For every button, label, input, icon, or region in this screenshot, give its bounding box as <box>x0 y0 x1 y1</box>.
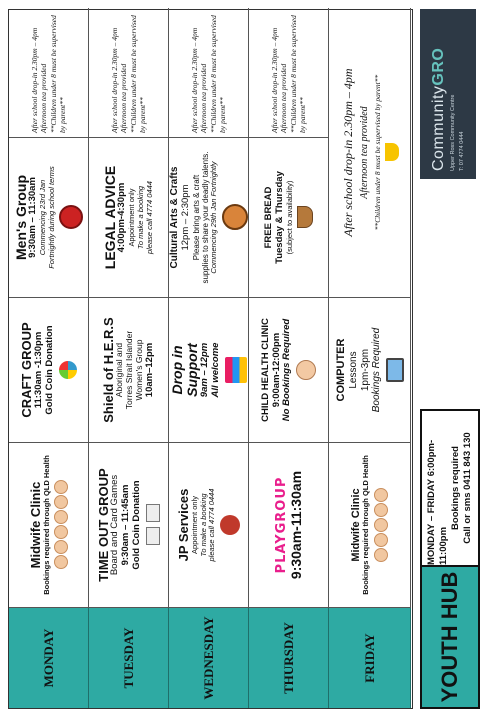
youth-hub-phone: Call or sms 0411 843 130 <box>461 432 473 544</box>
tue-legal-l2: To make a booking <box>135 185 145 250</box>
thu-bread-cell <box>249 138 329 298</box>
day-thursday: THURSDAY <box>249 608 329 708</box>
fri-midwife-note: Bookings required through QLD Health <box>361 455 371 595</box>
youth-hub-banner <box>420 409 480 709</box>
tue-hers-l2: Torres Strait Islander <box>123 330 134 410</box>
mon-mens-cell <box>9 138 89 298</box>
mon-craft-time: 11:30am -1:30pm <box>32 331 44 409</box>
tue-legal-l3: please call 4774 0444 <box>144 181 154 254</box>
wed-arts-cell <box>169 138 249 298</box>
day-friday: FRIDAY <box>329 608 411 708</box>
fri-comp-time: 1pm-3pm <box>359 348 371 392</box>
youth-hub-title: YOUTH HUB <box>422 565 478 707</box>
mon-mens-time: 9:30am – 11:30am <box>27 177 39 258</box>
thu-afterschool-l3: **Children under 8 must be supervised by parent** <box>288 15 307 133</box>
fri-midwife-cell <box>329 443 411 608</box>
mens-group-icon <box>59 206 83 230</box>
mon-craft-title: CRAFT GROUP <box>19 322 35 418</box>
craft-icon <box>59 361 77 379</box>
fri-comp-note: Bookings Required <box>371 327 383 413</box>
logo-text-b: GRO <box>429 47 447 86</box>
wed-jp-l2: To make a booking <box>198 493 208 557</box>
mon-midwife-cell <box>9 443 89 608</box>
thu-child-cell <box>249 298 329 443</box>
board-game-icon <box>146 505 160 523</box>
tue-afterschool-cell <box>89 8 169 138</box>
fri-afterschool-cell <box>329 8 411 298</box>
laptop-icon <box>386 358 404 382</box>
thu-child-title: CHILD HEALTH CLINIC <box>259 318 271 422</box>
tue-afterschool-l1: After school drop-in 2.30pm – 4pm <box>109 27 119 133</box>
thu-bread-days: Tuesday & Thursday <box>273 171 285 264</box>
playgroup-logo: PLAYGROUP <box>273 476 289 574</box>
fri-drop-l1: Afternoon tea provided <box>358 106 370 199</box>
day-monday: MONDAY <box>9 608 89 708</box>
tue-legal-time: 4:00pm-4:30pm <box>116 182 128 253</box>
wed-dropin-note: All welcome <box>209 342 221 398</box>
wed-afterschool-l3: **Children under 8 must be supervised by parent** <box>208 15 227 133</box>
babies-icon <box>374 488 388 562</box>
day-wednesday: WEDNESDAY <box>169 608 249 708</box>
teacup-icon <box>385 144 399 162</box>
fri-midwife-title: Midwife Clinic <box>349 488 362 562</box>
centre-phone: T: 07 4774 0444 <box>459 131 465 171</box>
bread-basket-icon <box>297 207 313 229</box>
mon-afterschool-l3: **Children under 8 must be supervised by parent** <box>48 15 67 133</box>
youth-hub-hours: MONDAY – FRIDAY 6:00pm-11:00pm <box>426 439 450 565</box>
thu-bread-title: FREE BREAD <box>262 186 274 249</box>
wed-dropin-cell <box>169 298 249 443</box>
tue-legal-l1: Appointment only <box>127 188 137 247</box>
wed-dropin-l2: Support <box>184 343 201 397</box>
day-tuesday: TUESDAY <box>89 608 169 708</box>
wed-jp-cell <box>169 443 249 608</box>
tue-afterschool-l2: Afternoon tea provided <box>119 63 129 133</box>
tue-hers-l1: Aboriginal and <box>114 342 125 398</box>
wed-dropin-time: 9am – 12pm <box>198 342 210 398</box>
tue-hers-title: Shield of H.E.R.S <box>100 317 116 423</box>
thu-afterschool-l2: Afternoon tea provided <box>279 63 289 133</box>
mon-midwife-title: Midwife Clinic <box>27 481 43 569</box>
mon-mens-note1: Commencing 23rd Jan <box>38 179 48 256</box>
tue-hers-cell <box>89 298 169 443</box>
baby-icon <box>296 360 316 380</box>
community-logo-panel <box>420 9 476 179</box>
mon-midwife-note: Bookings required through QLD Health <box>41 455 51 595</box>
community-logo <box>430 17 448 171</box>
weekly-timetable <box>8 9 413 709</box>
tue-timeout-title: TIME OUT GROUP <box>95 468 111 582</box>
thu-child-note: No Bookings Required <box>281 318 293 422</box>
centre-name: Upper Ross Community Centre <box>449 94 456 171</box>
wed-jp-l1: Appointment only <box>189 496 199 554</box>
wed-arts-l3: Commencing 29th Jan Fortnightly <box>209 161 219 274</box>
thu-playgroup-cell <box>249 443 329 608</box>
mon-mens-note2: Fortnightly during school terms <box>46 166 56 269</box>
mon-afterschool-l1: After school drop-in 2.30pm – 4pm <box>29 27 39 133</box>
wed-jp-title: JP Services <box>176 488 192 562</box>
wed-arts-time: 12pm – 2:30pm <box>179 184 191 251</box>
tue-timeout-cell <box>89 443 169 608</box>
thu-playgroup-time: 9:30am-11:30am <box>287 470 304 580</box>
mon-afterschool-l2: Afternoon tea provided <box>39 63 49 133</box>
playing-cards-icon <box>146 528 160 546</box>
youth-hub-booking: Bookings required <box>450 446 461 530</box>
thu-bread-note: (subject to availability) <box>284 180 294 255</box>
tue-timeout-note: Gold Coin Donation <box>131 480 143 570</box>
thu-afterschool-l1: After school drop-in 2.30pm – 4pm <box>269 27 279 133</box>
wed-afterschool-cell <box>169 8 249 138</box>
babies-icon <box>54 481 68 570</box>
tue-afterschool-l3: **Children under 8 must be supervised by parent** <box>128 15 147 133</box>
tue-legal-title: LEGAL ADVICE <box>101 165 118 270</box>
fri-computer-cell <box>329 298 411 443</box>
wed-arts-l1: Please bring arts & craft <box>191 174 201 261</box>
wed-jp-l3: please call 4774 0444 <box>207 488 217 562</box>
wed-arts-l2: supplies to share your deadly talents. <box>200 151 210 284</box>
signpost-icon <box>225 357 247 383</box>
tue-timeout-sub: Board and Card Games <box>109 474 121 576</box>
didgeridoo-icon <box>222 205 248 231</box>
wed-arts-title: Cultural Arts & Crafts <box>169 166 181 269</box>
mon-craft-cell <box>9 298 89 443</box>
tue-hers-l3: Women's Group <box>133 339 144 401</box>
youth-hub-info <box>422 411 478 565</box>
mon-craft-note: Gold Coin Donation <box>43 325 55 415</box>
fri-drop-l2: **Children under 8 must be supervised by parent** <box>372 74 382 231</box>
thu-afterschool-cell <box>249 8 329 138</box>
wed-afterschool-l1: After school drop-in 2.30pm – 4pm <box>189 27 199 133</box>
mon-mens-title: Men's Group <box>12 175 29 260</box>
mon-afterschool-cell <box>9 8 89 138</box>
thu-child-time: 9:00am-12:00pm <box>270 332 282 408</box>
wed-afterschool-l2: Afternoon tea provided <box>199 63 209 133</box>
tue-legal-cell <box>89 138 169 298</box>
tue-hers-time: 10am–12pm <box>143 342 155 398</box>
fri-comp-l2: Lessons <box>348 351 360 389</box>
tue-timeout-time: 9:30am – 11:45am <box>120 484 132 566</box>
fri-drop-title: After school drop-in 2.30pm – 4pm <box>340 68 355 237</box>
jp-stamp-icon <box>220 515 240 535</box>
logo-text-a: Community <box>429 85 447 171</box>
wed-dropin-l1: Drop in <box>169 345 186 395</box>
fri-comp-l1: COMPUTER <box>335 338 348 402</box>
